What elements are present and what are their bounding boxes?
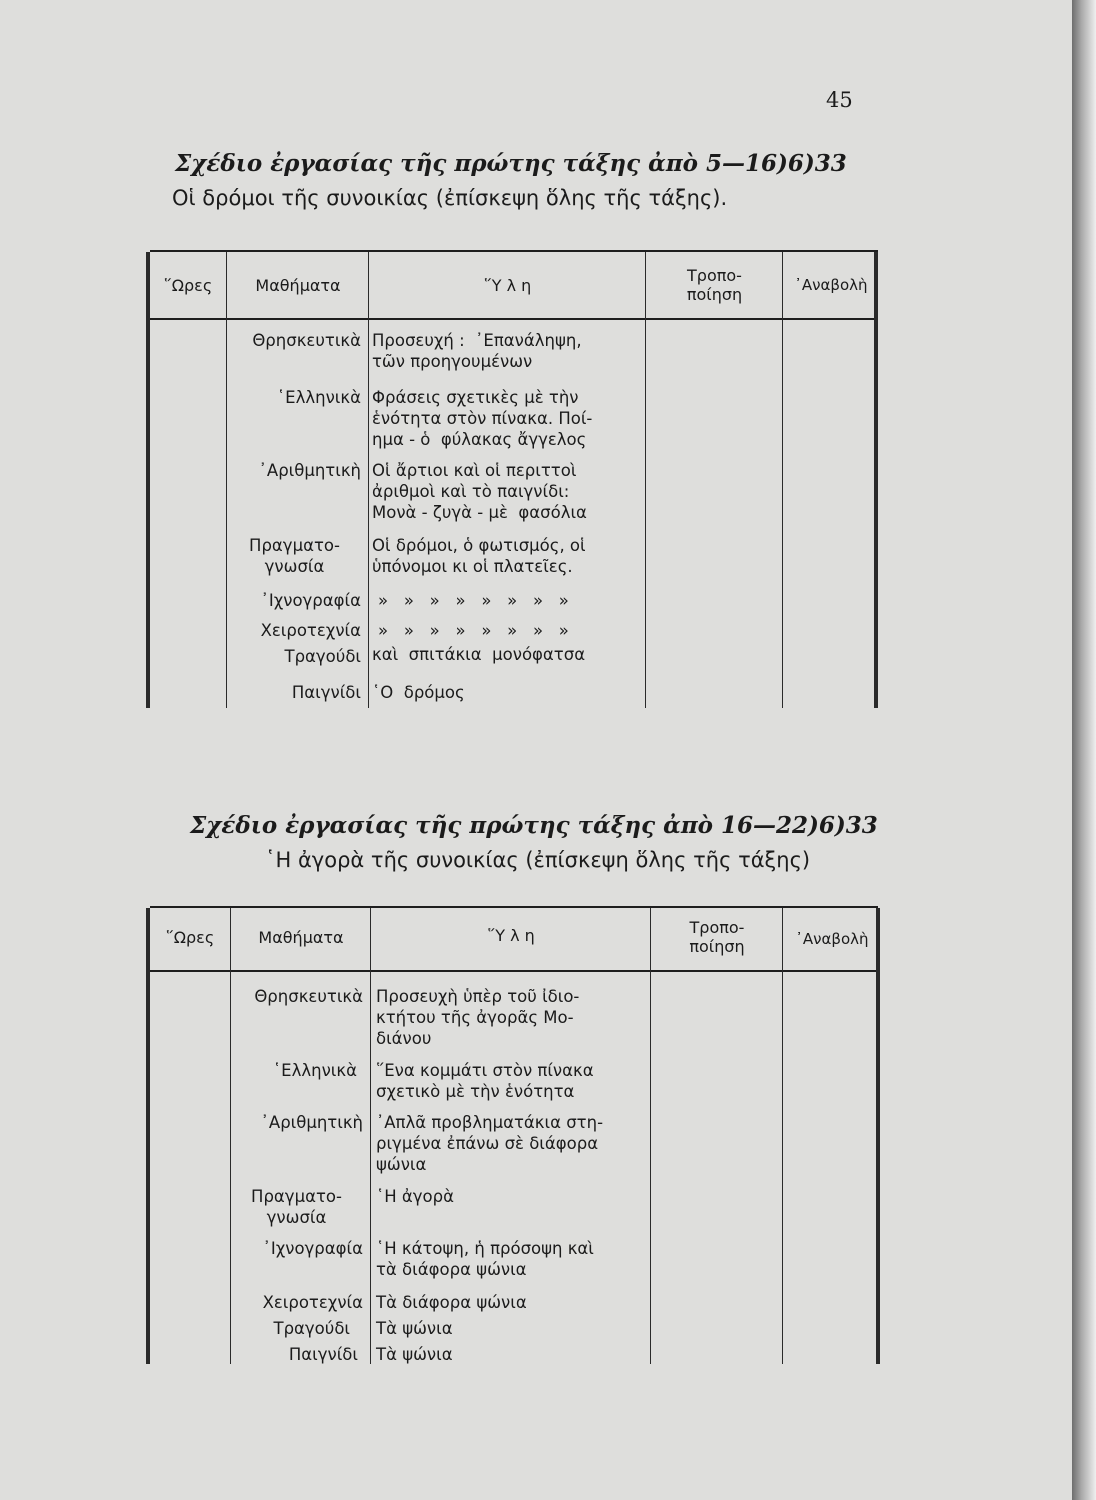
- plan2-row-subject: Τραγούδι: [273, 1319, 350, 1338]
- plan1-row-subject: Παιγνίδι: [291, 683, 361, 702]
- plan2-row-subject: Πραγματο- γνωσία: [251, 1187, 342, 1227]
- plan2-row-material: ᾿Απλᾶ προβληματάκια στη- ριγμένα ἐπάνω σὲ διάφορα ψώνια: [376, 1113, 604, 1174]
- plan2-row-subject: Θρησκευτικὰ: [254, 987, 363, 1006]
- plan2-header-postponement: ᾿Αναβολὴ: [795, 930, 869, 948]
- plan2-row-material: Προσευχὴ ὑπὲρ τοῦ ἰδιο- κτήτου τῆς ἀγορᾶς Μο- διάνου: [376, 987, 580, 1048]
- plan1-row-material: ῾Ο δρόμος: [372, 683, 465, 702]
- plan1-row-material: Προσευχή : ᾿Επανάληψη, τῶν προηγουμένων: [372, 331, 582, 371]
- plan1-row-material: Οἱ δρόμοι, ὁ φωτισμός, οἱ ὑπόνομοι κι οἱ πλατεῖες.: [372, 536, 586, 576]
- plan2-row-material: Τὰ ψώνια: [376, 1319, 453, 1338]
- plan1-header-hours: ῞Ωρες: [163, 276, 213, 295]
- plan1-row-material: καὶ σπιτάκια μονόφατσα: [372, 645, 586, 664]
- plan2-row-material: ῾Η κάτοψη, ἡ πρόσοψη καὶ τὰ διάφορα ψώνια: [376, 1239, 594, 1279]
- plan1-row-subject: Τραγούδι: [284, 647, 361, 666]
- plan1-title: Σχέδιο ἐργασίας τῆς πρώτης τάξης ἀπὸ 5—16)6)33: [175, 150, 847, 177]
- plan2-row-subject: Χειροτεχνία: [262, 1293, 363, 1312]
- plan2-header-hours: ῞Ωρες: [165, 928, 215, 947]
- plan1-subtitle: Οἱ δρόμοι τῆς συνοικίας (ἐπίσκεψη ὅλης τῆς τάξης).: [172, 186, 728, 210]
- plan2-row-material: Τὰ διάφορα ψώνια: [376, 1293, 527, 1312]
- plan2-header-modification: Τροπο- ποίηση: [689, 918, 745, 956]
- plan2-row-subject: ᾿Ιχνογραφία: [262, 1239, 363, 1258]
- plan2-row-subject: Παιγνίδι: [288, 1345, 358, 1364]
- plan1-row-subject: ᾿Αριθμητικὴ: [258, 461, 361, 480]
- plan1-row-subject: Χειροτεχνία: [260, 621, 361, 640]
- plan1-header-postponement: ᾿Αναβολὴ: [794, 276, 868, 294]
- plan1-row-subject: ᾿Ιχνογραφία: [260, 591, 361, 610]
- plan1-row-material: » » » » » » » »: [378, 621, 569, 640]
- plan1-row-subject: Θρησκευτικὰ: [252, 331, 361, 350]
- plan2-row-material: Τὰ ψώνια: [376, 1345, 453, 1364]
- plan1-row-subject: Πραγματο- γνωσία: [249, 536, 340, 576]
- plan2-row-subject: ῾Ελληνικὰ: [272, 1061, 357, 1080]
- plan1-header-modification: Τροπο- ποίηση: [686, 266, 743, 304]
- plan2-header-subjects: Μαθήματα: [258, 928, 344, 947]
- plan1-row-material: Οἱ ἄρτιοι καὶ οἱ περιττοὶ ἀριθμοὶ καὶ τὸ παιγνίδι: Μονὰ - ζυγὰ - μὲ φασόλια: [372, 461, 587, 522]
- plan2-row-subject: ᾿Αριθμητικὴ: [260, 1113, 363, 1132]
- page-number: 45: [826, 88, 853, 112]
- plan2-row-material: ῾Η ἀγορὰ: [376, 1187, 454, 1206]
- plan2-subtitle: ῾Η ἀγορὰ τῆς συνοικίας (ἐπίσκεψη ὅλης τῆς τάξης): [265, 848, 811, 872]
- plan2-title: Σχέδιο ἐργασίας τῆς πρώτης τάξης ἀπὸ 16—22)6)33: [190, 812, 878, 839]
- plan1-row-material: » » » » » » » »: [378, 591, 569, 610]
- plan1-header-subjects: Μαθήματα: [255, 276, 341, 295]
- plan1-header-material: ῞Υ λ η: [483, 276, 532, 295]
- plan1-row-subject: ῾Ελληνικὰ: [276, 388, 361, 407]
- plan2-header-material: ῞Υ λ η: [487, 926, 535, 945]
- page-edge: [1072, 0, 1096, 1500]
- plan2-row-material: ῞Ενα κομμάτι στὸν πίνακα σχετικὸ μὲ τὴν ἑνότητα: [376, 1061, 594, 1101]
- plan1-row-material: Φράσεις σχετικὲς μὲ τὴν ἑνότητα στὸν πίνακα. Ποί- ημα - ὁ φύλακας ἄγγελος: [372, 388, 593, 449]
